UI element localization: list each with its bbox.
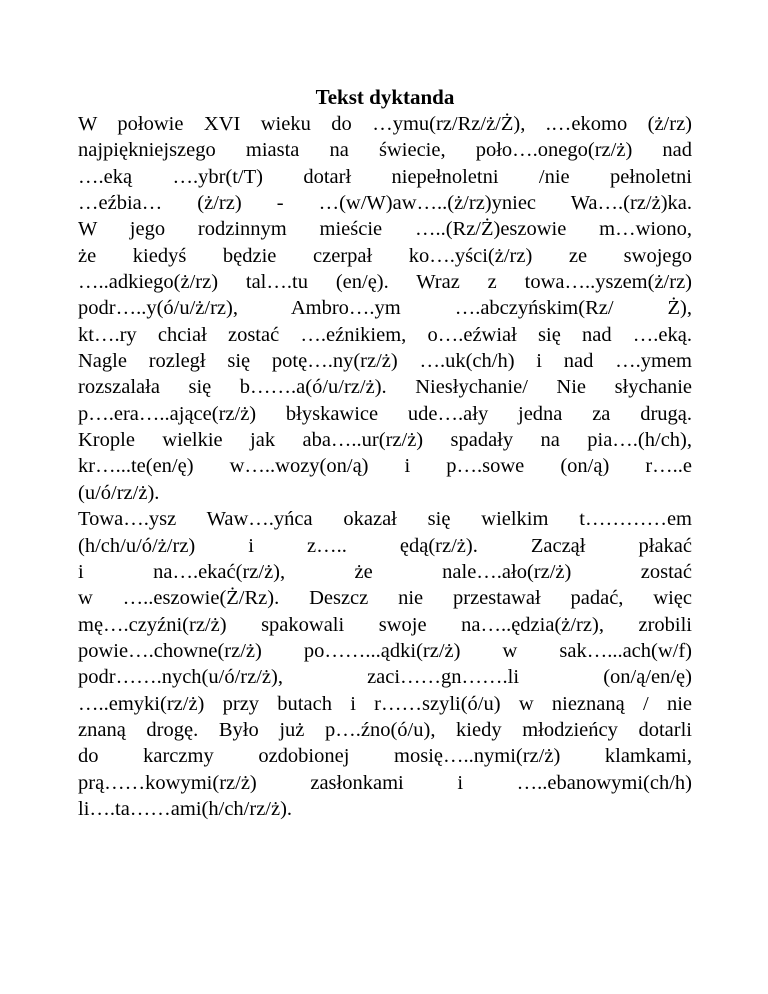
text-line: …eźbia… (ż/rz) - …(w/W)aw…..(ż/rz)yniec Wa….(rz/ż)ka. [78, 192, 692, 215]
text-line: że kiedyś będzie czerpał ko….yści(ż/rz) ze swojego [78, 244, 692, 267]
text-line: podr…..y(ó/u/ż/rz), Ambro….ym ….abczyńskim(Rz/ Ż), [78, 297, 692, 320]
dictation-page [78, 84, 692, 822]
text-line: rozszalała się b…….a(ó/u/rz/ż). Niesłychanie/ Nie słychanie [78, 376, 692, 399]
text-line: znaną drogę. Było już p….źno(ó/u), kiedy młodzieńcy dotarli [78, 718, 692, 741]
text-line: Nagle rozległ się potę….ny(rz/ż) ….uk(ch/h) i nad ….ymem [78, 350, 692, 373]
text-line: mę….czyźni(rz/ż) spakowali swoje na…..ędzia(ż/rz), zrobili [78, 613, 692, 636]
text-line: ….eką ….ybr(t/T) dotarł niepełnoletni /nie pełnoletni [78, 165, 692, 188]
text-line: powie….chowne(rz/ż) po……...ądki(rz/ż) w sak…...ach(w/f) [78, 639, 692, 662]
dictation-text [78, 111, 692, 822]
text-line: do karczmy ozdobionej mosię…..nymi(rz/ż) klamkami, [78, 745, 692, 768]
text-line: i na….ekać(rz/ż), że nale….ało(rz/ż) zostać [78, 560, 692, 583]
text-line: W połowie XVI wieku do …ymu(rz/Rz/ż/Ż), .…ekomo (ż/rz) [78, 113, 692, 135]
text-line: p….era…..ające(rz/ż) błyskawice ude….ały jedna za drugą. [78, 402, 692, 425]
text-line: Krople wielkie jak aba…..ur(rz/ż) spadały na pia….(h/ch), [78, 429, 692, 452]
text-line: …..adkiego(ż/rz) tal….tu (en/ę). Wraz z towa…..yszem(ż/rz) [78, 271, 692, 294]
text-line: w …..eszowie(Ż/Rz). Deszcz nie przestawał padać, więc [78, 587, 692, 610]
text-line: (h/ch/u/ó/ż/rz) i z….. ędą(rz/ż). Zaczął płakać [78, 534, 692, 557]
text-line: Towa….ysz Waw….yńca okazał się wielkim t…………em [78, 508, 692, 531]
text-line: prą……kowymi(rz/ż) zasłonkami i …..ebanowymi(ch/h) [78, 771, 692, 794]
text-line: podr…….nych(u/ó/rz/ż), zaci……gn…….li (on/ą/en/ę) [78, 666, 692, 689]
text-line: kr…...te(en/ę) w…..wozy(on/ą) i p….sowe (on/ą) r…..e [78, 455, 692, 478]
text-line: …..emyki(rz/ż) przy butach i r……szyli(ó/u) w nieznaną / nie [78, 692, 692, 715]
text-line: li….ta……ami(h/ch/rz/ż). [78, 797, 293, 820]
text-line: W jego rodzinnym mieście …..(Rz/Ż)eszowie m…wiono, [78, 218, 692, 241]
page-title: Tekst dyktanda [315, 85, 455, 109]
text-line: najpiękniejszego miasta na świecie, poło….onego(rz/ż) nad [78, 139, 692, 162]
text-line: (u/ó/rz/ż). [78, 481, 160, 504]
text-line: kt….ry chciał zostać ….eźnikiem, o….eźwiał się nad ….eką. [78, 323, 692, 346]
